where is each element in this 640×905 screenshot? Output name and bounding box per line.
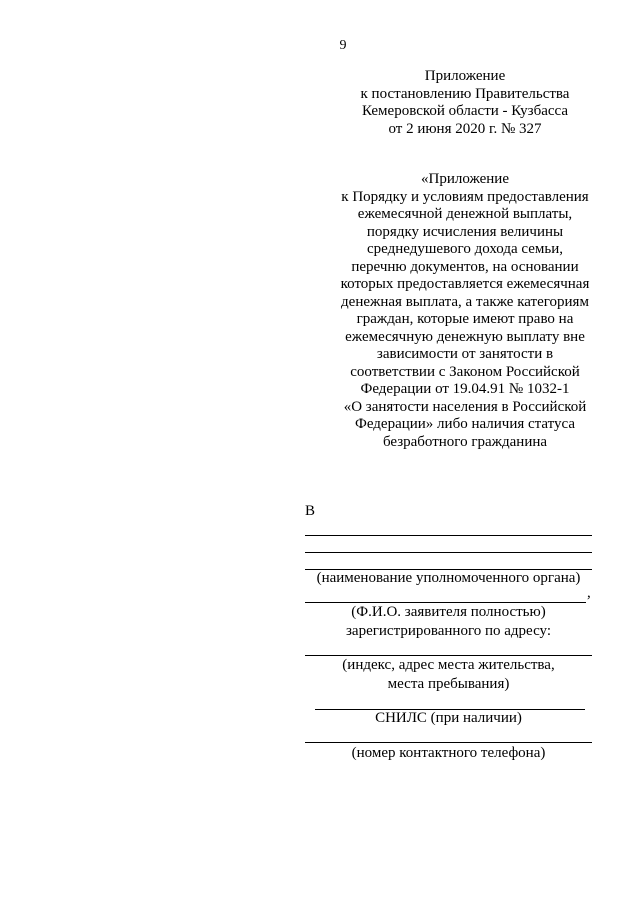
appendix-header-line: Федерации от 19.04.91 № 1032-1 [360,381,570,397]
name-caption: (Ф.И.О. заявителя полностью) [351,604,546,620]
to-label: В [305,503,316,519]
appendix-header-line: денежная выплата, а также категориям [341,293,589,310]
decree-header [300,68,630,138]
address-caption-2: места пребывания) [387,676,510,692]
appendix-header-line: безработного гражданина [382,433,548,450]
phone-caption: (номер контактного телефона) [351,745,546,761]
authority-line-2[interactable] [305,552,592,553]
appendix-header-line: зависимости от занятости в [376,346,554,362]
appendix-header-line: «Приложение [420,171,509,187]
name-line-comma: , [587,585,591,601]
appendix-header-line: порядку исчисления величины [366,223,564,240]
appendix-header-line: которых предоставляется ежемесячная [340,276,590,292]
appendix-header-line: Федерации» либо наличия статуса [354,416,576,432]
appendix-header-line: ежемесячную денежную выплату вне [345,328,585,345]
decree-header-line: Приложение [424,68,506,84]
decree-header-line: Кемеровской области - Кузбасса [361,103,569,119]
appendix-header-line: ежемесячной денежной выплаты, [357,206,573,222]
appendix-header-line: граждан, которые имеют право на [356,311,574,327]
appendix-header-line: соответствии с Законом Российской [350,363,580,380]
snils-caption: СНИЛС (при наличии) [375,710,522,726]
registered-address-label: зарегистрированного по адресу: [346,623,551,639]
decree-header-line: от 2 июня 2020 г. № 327 [388,120,542,137]
authority-caption: (наименование уполномоченного органа) [316,570,581,586]
appendix-header-line: к Порядку и условиям предоставления [341,188,589,205]
appendix-header [300,171,630,451]
appendix-header-line: среднедушевого дохода семьи, [367,241,563,257]
authority-line-1[interactable] [305,535,592,536]
decree-header-line: к постановлению Правительства [360,85,570,102]
phone-line[interactable] [305,742,592,743]
appendix-header-line: «О занятости населения в Российской [343,398,587,415]
address-caption-1: (индекс, адрес места жительства, [342,657,555,673]
page-number: 9 [339,38,347,53]
appendix-header-line: перечню документов, на основании [351,258,579,275]
